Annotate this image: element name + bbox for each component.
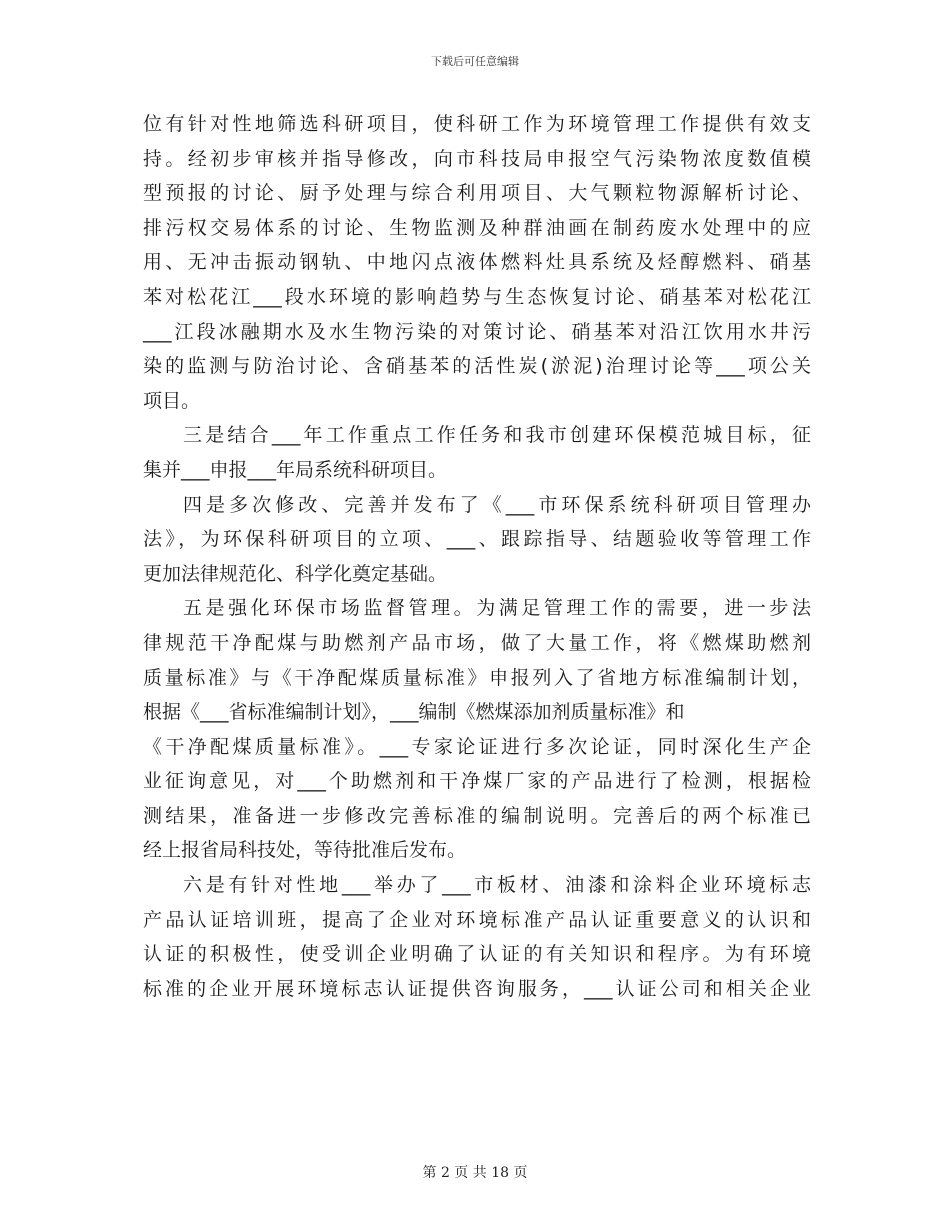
text-line: 位有针对性地筛选科研项目，使科研工作为环境管理工作提供有效支 xyxy=(143,113,811,135)
text-line: ___江段冰融期水及水生物污染的对策讨论、硝基苯对沿江饮用水井污 xyxy=(143,320,811,343)
paragraph-3 xyxy=(143,488,811,592)
page-footer: 第 2 页 共 18 页 xyxy=(422,1165,528,1181)
paragraph-1 xyxy=(143,107,811,418)
text-line: 根据《___省标准编制计划》，___编制《燃煤添加剂质量标准》和 xyxy=(143,701,685,724)
text-line: 四是多次修改、完善并发布了《___市环保系统科研项目管理办 xyxy=(183,493,811,516)
text-line: 五是强化环保市场监督管理。为满足管理工作的需要，进一步法 xyxy=(183,597,811,620)
paragraph-5 xyxy=(143,868,811,1006)
text-line: 经上报省局科技处，等待批准后发布。 xyxy=(143,839,467,862)
text-line: 《干净配煤质量标准》。___专家论证进行多次论证，同时深化生产企 xyxy=(143,735,811,758)
text-line: 苯对松花江___段水环境的影响趋势与生态恢复讨论、硝基苯对松花江 xyxy=(143,285,811,308)
text-line: 持。经初步审核并指导修改，向市科技局申报空气污染物浓度数值模 xyxy=(143,147,811,170)
text-line: 三是结合___年工作重点工作任务和我市创建环保模范城目标，征 xyxy=(183,424,811,447)
text-line: 染的监测与防治讨论、含硝基苯的活性炭(淤泥)治理讨论等___项公关 xyxy=(143,355,811,378)
text-line: 质量标准》与《干净配煤质量标准》申报列入了省地方标准编制计划， xyxy=(143,666,811,689)
text-line: 标准的企业开展环境标志认证提供咨询服务，___认证公司和相关企业 xyxy=(143,977,811,1000)
text-line: 项目。 xyxy=(143,389,201,412)
text-line: 排污权交易体系的讨论、生物监测及种群油画在制药废水处理中的应 xyxy=(143,216,811,239)
paragraph-2 xyxy=(143,418,811,487)
text-line: 业征询意见，对___个助燃剂和干净煤厂家的产品进行了检测，根据检 xyxy=(143,770,811,793)
text-line: 六是有针对性地___举办了___市板材、油漆和涂料企业环境标志 xyxy=(183,874,811,897)
text-line: 型预报的讨论、厨予处理与综合利用项目、大气颗粒物源解析讨论、 xyxy=(143,182,811,205)
text-line: 产品认证培训班，提高了企业对环境标准产品认证重要意义的认识和 xyxy=(143,908,811,931)
text-line: 律规范干净配煤与助燃剂产品市场，做了大量工作，将《燃煤助燃剂 xyxy=(143,631,811,654)
text-line: 集并___申报___年局系统科研项目。 xyxy=(143,458,448,481)
text-line: 更加法律规范化、科学化奠定基础。 xyxy=(143,562,448,585)
text-line: 认证的积极性，使受训企业明确了认证的有关知识和程序。为有环境 xyxy=(143,943,811,966)
paragraph-4 xyxy=(143,591,811,868)
text-line: 测结果，准备进一步修改完善标准的编制说明。完善后的两个标准已 xyxy=(143,804,811,827)
page-header: 下载后可任意编辑 xyxy=(431,55,519,68)
text-line: 用、无冲击振动钢轨、中地闪点液体燃料灶具系统及烃醇燃料、硝基 xyxy=(143,251,811,274)
document-body xyxy=(143,107,811,1006)
text-line: 法》，为环保科研项目的立项、___、跟踪指导、结题验收等管理工作 xyxy=(143,528,811,551)
